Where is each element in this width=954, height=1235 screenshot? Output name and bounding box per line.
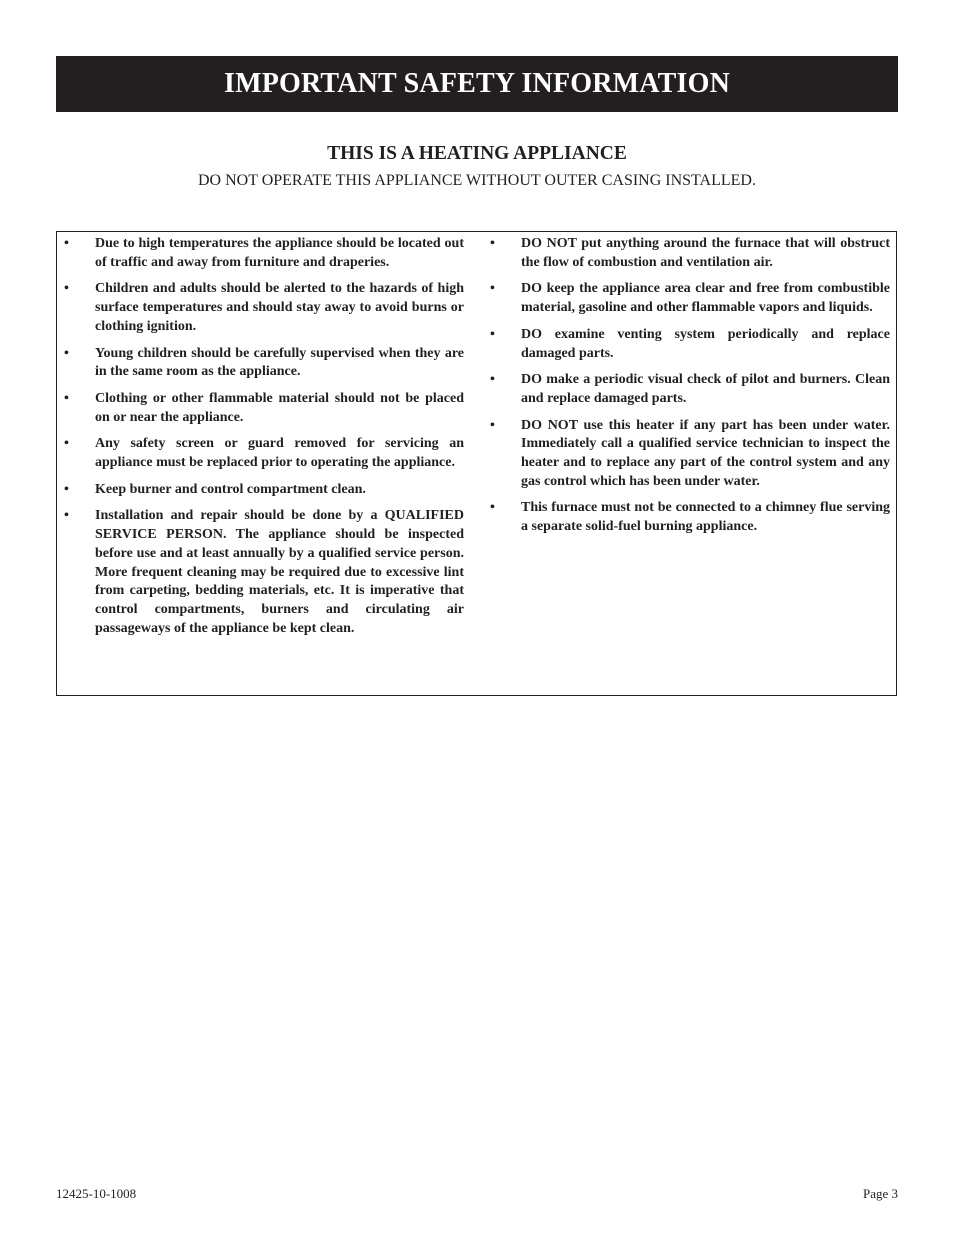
notice-heading: THIS IS A HEATING APPLIANCE (327, 143, 627, 164)
item-text: Due to high temperatures the appliance should be located out of traffic and away from furniture and draperies. (95, 236, 464, 270)
list-item (489, 499, 890, 536)
bullet-icon: • (490, 326, 495, 342)
item-text: DO make a periodic visual check of pilot and burners. Clean and replace damaged parts. (521, 372, 890, 406)
item-text: DO NOT use this heater if any part has been under water. Immediately call a qualified service technician to inspect the heater and to replace any part of the control system and any gas control which has been under water. (521, 417, 890, 489)
item-text: DO NOT put anything around the furnace that will obstruct the flow of combustion and ventilation air. (521, 236, 890, 270)
bullet-icon: • (490, 236, 495, 251)
list-item (63, 280, 464, 336)
list-item (489, 326, 890, 363)
bullet-icon: • (64, 508, 69, 524)
bullet-icon: • (490, 372, 495, 388)
list-item (63, 235, 464, 272)
item-text: DO keep the appliance area clear and free from combustible material, gasoline and other flammable vapors and liquids. (521, 281, 890, 316)
bullet-icon: • (64, 345, 69, 361)
list-item (63, 435, 464, 472)
item-text: DO examine venting system periodically and replace damaged parts. (521, 326, 890, 361)
document-number: 12425-10-1008 (56, 1186, 137, 1201)
item-text: Children and adults should be alerted to the hazards of high surface temperatures and should stay away to avoid burns or clothing ignition. (95, 281, 464, 334)
list-item (63, 481, 464, 500)
bullet-icon: • (64, 281, 69, 297)
list-item (489, 371, 890, 408)
list-item (489, 417, 890, 492)
bullet-icon: • (64, 236, 69, 251)
list-item (63, 390, 464, 427)
item-text: This furnace must not be connected to a chimney flue serving a separate solid-fuel burning appliance. (521, 500, 890, 535)
page-number: Page 3 (862, 1186, 898, 1201)
item-text: Young children should be carefully supervised when they are in the same room as the appliance. (95, 345, 464, 380)
safety-box (56, 231, 897, 696)
bullet-icon: • (64, 390, 69, 406)
list-item (63, 507, 464, 638)
item-text: Clothing or other flammable material should not be placed on or near the appliance. (95, 390, 464, 425)
bullet-icon: • (64, 481, 69, 497)
item-text: Installation and repair should be done by a QUALIFIED SERVICE PERSON. The appliance should be inspected before use and at least annually by a qualified service person. More frequent cleaning may be required due to excessive lint from carpeting, bedding materials, etc. It is imperative that control compartments, burners and circulating air passageways of the appliance be kept clean. (95, 508, 464, 636)
bullet-icon: • (490, 500, 495, 516)
right-column (489, 235, 890, 545)
page-title: IMPORTANT SAFETY INFORMATION (223, 68, 731, 99)
list-item (489, 280, 890, 317)
list-item (63, 345, 464, 382)
bullet-icon: • (490, 417, 495, 433)
left-column (63, 235, 464, 646)
bullet-icon: • (490, 281, 495, 297)
notice-subtext: DO NOT OPERATE THIS APPLIANCE WITHOUT OUTER CASING INSTALLED. (198, 172, 756, 189)
bullet-icon: • (64, 436, 69, 452)
item-text: Any safety screen or guard removed for servicing an appliance must be replaced prior to operating the appliance. (95, 436, 464, 471)
list-item (489, 235, 890, 272)
item-text: Keep burner and control compartment clean. (95, 481, 366, 497)
title-banner (56, 56, 898, 112)
